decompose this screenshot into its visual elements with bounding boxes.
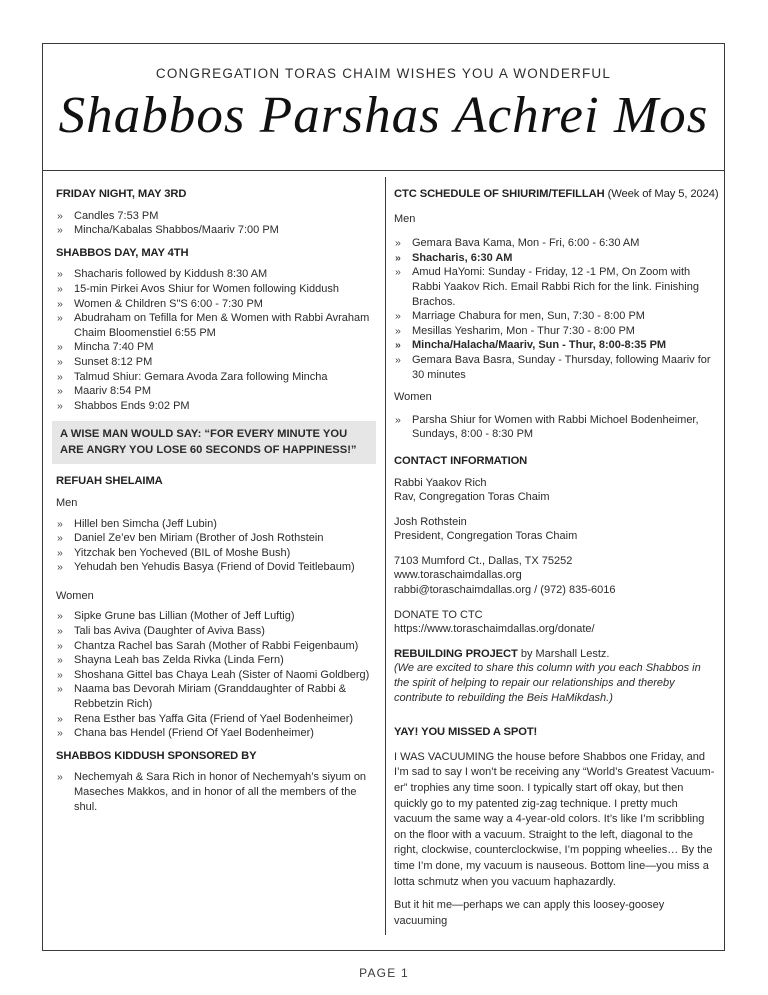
list-item: » Mincha/Halacha/Maariv, Sun - Thur, 8:00-8:35 PM bbox=[394, 338, 719, 353]
page-number: PAGE 1 bbox=[359, 966, 409, 980]
list-item: » Talmud Shiur: Gemara Avoda Zara following Mincha bbox=[56, 370, 381, 385]
newsletter-frame bbox=[42, 43, 725, 951]
donate-link[interactable]: https://www.toraschaimdallas.org/donate/ bbox=[394, 623, 595, 636]
schedule-heading bbox=[394, 187, 719, 202]
contact-details bbox=[394, 554, 719, 598]
president-name: Josh Rothstein bbox=[394, 515, 467, 528]
list-item: » Abudraham on Tefilla for Men & Women with Rabbi Avraham Chaim Bloomenstiel 6:55 PM bbox=[56, 311, 381, 340]
article-paragraph-1: I WAS VACUUMING the house before Shabbos one Friday, and I’m sad to say I won’t be receiving any “World’s Greatest Vacuum-er” trophies any time soon. I typically start off okay, but then quickly go to my patented zig-zag technique. I pretty much vacuum the same way a 4-year-old colors. It’s like I’m scribbling on the floor with a vacuum. Straight to the left, diagonal to the right, clockwise, counterclockwise, I’m popping wheelies… By the time I’m done, my vacuum is nauseous. Bottom line—you miss a lotta schmutz when you vacuum haphazardly. bbox=[394, 750, 715, 888]
article-heading: YAY! YOU MISSED A SPOT! bbox=[394, 726, 538, 739]
schedule-women-list bbox=[394, 413, 719, 442]
schedule-men-label: Men bbox=[394, 212, 416, 225]
list-item: » Hillel ben Simcha (Jeff Lubin) bbox=[56, 517, 381, 532]
list-item: » Yitzchak ben Yocheved (BIL of Moshe Bush) bbox=[56, 546, 381, 561]
rebuilding-byline: by Marshall Lestz. bbox=[517, 647, 610, 660]
list-item: » Nechemyah & Sara Rich in honor of Nechemyah’s siyum on Maseches Makkos, and in honor of all the members of the shul. bbox=[56, 770, 381, 814]
refuah-women-list bbox=[56, 609, 381, 740]
list-item: » Amud HaYomi: Sunday - Friday, 12 -1 PM, On Zoom with Rabbi Yaakov Rich. Email Rabbi Rich for the link. Finishing Brachos. bbox=[394, 265, 719, 309]
article-paragraph-2: But it hit me—perhaps we can apply this loosey-goosey vacuuming bbox=[394, 899, 665, 927]
list-item: » 15-min Pirkei Avos Shiur for Women following Kiddush bbox=[56, 282, 381, 297]
list-item: » Parsha Shiur for Women with Rabbi Michoel Bodenheimer, Sundays, 8:00 - 8:30 PM bbox=[394, 413, 719, 442]
refuah-women-label: Women bbox=[56, 589, 94, 602]
schedule-heading-title: CTC SCHEDULE OF SHIURIM/TEFILLAH bbox=[394, 188, 605, 200]
list-item: » Mincha/Kabalas Shabbos/Maariv 7:00 PM bbox=[56, 223, 381, 238]
rabbi-title: Rav, Congregation Toras Chaim bbox=[394, 491, 550, 504]
friday-list bbox=[56, 209, 381, 238]
contact-rabbi bbox=[394, 476, 719, 505]
list-item: » Shayna Leah bas Zelda Rivka (Linda Fern) bbox=[56, 653, 381, 668]
list-item: » Chantza Rachel bas Sarah (Mother of Rabbi Feigenbaum) bbox=[56, 639, 381, 654]
rebuilding-block bbox=[394, 647, 719, 705]
rabbi-name: Rabbi Yaakov Rich bbox=[394, 476, 487, 489]
friday-heading: FRIDAY NIGHT, MAY 3RD bbox=[56, 188, 187, 200]
list-item: » Shabbos Ends 9:02 PM bbox=[56, 399, 381, 414]
rebuilding-intro: (We are excited to share this column with you each Shabbos in the spirit of helping to repair our relationships and thereby contribute to rebuilding the Beis HaMikdash.) bbox=[394, 662, 701, 704]
list-item: » Shoshana Gittel bas Chaya Leah (Sister of Naomi Goldberg) bbox=[56, 668, 381, 683]
list-item: » Sipke Grune bas Lillian (Mother of Jeff Luftig) bbox=[56, 609, 381, 624]
president-title: President, Congregation Toras Chaim bbox=[394, 530, 578, 543]
list-item: » Candles 7:53 PM bbox=[56, 209, 381, 224]
schedule-men-list bbox=[394, 236, 719, 382]
list-item: » Daniel Ze’ev ben Miriam (Brother of Josh Rothstein bbox=[56, 531, 381, 546]
column-divider bbox=[385, 177, 386, 935]
list-item: » Marriage Chabura for men, Sun, 7:30 - 8:00 PM bbox=[394, 309, 719, 324]
list-item: » Gemara Bava Kama, Mon - Fri, 6:00 - 6:30 AM bbox=[394, 236, 719, 251]
contact-president bbox=[394, 515, 719, 544]
shabbos-list bbox=[56, 267, 381, 413]
list-item: » Chana bas Hendel (Friend Of Yael Bodenheimer) bbox=[56, 726, 381, 741]
donate-block bbox=[394, 608, 719, 637]
refuah-heading: REFUAH SHELAIMA bbox=[56, 475, 163, 488]
shabbos-heading: SHABBOS DAY, MAY 4TH bbox=[56, 246, 189, 259]
list-item: » Rena Esther bas Yaffa Gita (Friend of Yael Bodenheimer) bbox=[56, 712, 381, 727]
email-phone[interactable]: rabbi@toraschaimdallas.org / (972) 835-6016 bbox=[394, 584, 616, 597]
schedule-heading-note: (Week of May 5, 2024) bbox=[604, 188, 719, 200]
donate-label: DONATE TO CTC bbox=[394, 608, 483, 621]
list-item: » Maariv 8:54 PM bbox=[56, 384, 381, 399]
list-item: » Naama bas Devorah Miriam (Granddaughter of Rabbi & Rebbetzin Rich) bbox=[56, 682, 381, 711]
list-item: » Women & Children S"S 6:00 - 7:30 PM bbox=[56, 297, 381, 312]
list-item: » Mesillas Yesharim, Mon - Thur 7:30 - 8:00 PM bbox=[394, 324, 719, 339]
schedule-women-label: Women bbox=[394, 391, 432, 404]
contact-heading: CONTACT INFORMATION bbox=[394, 454, 528, 467]
list-item: » Shacharis, 6:30 AM bbox=[394, 251, 719, 266]
refuah-men-label: Men bbox=[56, 496, 78, 509]
kiddush-heading: SHABBOS KIDDUSH SPONSORED BY bbox=[56, 749, 257, 762]
list-item: » Yehudah ben Yehudis Basya (Friend of Dovid Teitlebaum) bbox=[56, 560, 381, 575]
masthead-kicker: CONGREGATION TORAS CHAIM WISHES YOU A WONDERFUL bbox=[155, 66, 612, 81]
masthead bbox=[43, 44, 724, 171]
list-item: » Shacharis followed by Kiddush 8:30 AM bbox=[56, 267, 381, 282]
list-item: » Tali bas Aviva (Daughter of Aviva Bass) bbox=[56, 624, 381, 639]
right-column bbox=[394, 177, 719, 929]
kiddush-list bbox=[56, 770, 381, 814]
list-item: » Sunset 8:12 PM bbox=[56, 355, 381, 370]
address: 7103 Mumford Ct., Dallas, TX 75252 bbox=[394, 554, 573, 567]
left-column bbox=[56, 177, 381, 822]
wise-man-quote: A WISE MAN WOULD SAY: “FOR EVERY MINUTE YOU ARE ANGRY YOU LOSE 60 SECONDS OF HAPPINESS!” bbox=[52, 421, 376, 464]
refuah-men-list bbox=[56, 517, 381, 575]
list-item: » Gemara Bava Basra, Sunday - Thursday, following Maariv for 30 minutes bbox=[394, 353, 719, 382]
website-link[interactable]: www.toraschaimdallas.org bbox=[394, 569, 522, 582]
masthead-title: Shabbos Parshas Achrei Mos bbox=[58, 87, 709, 144]
list-item: » Mincha 7:40 PM bbox=[56, 340, 381, 355]
rebuilding-heading: REBUILDING PROJECT bbox=[394, 647, 518, 660]
